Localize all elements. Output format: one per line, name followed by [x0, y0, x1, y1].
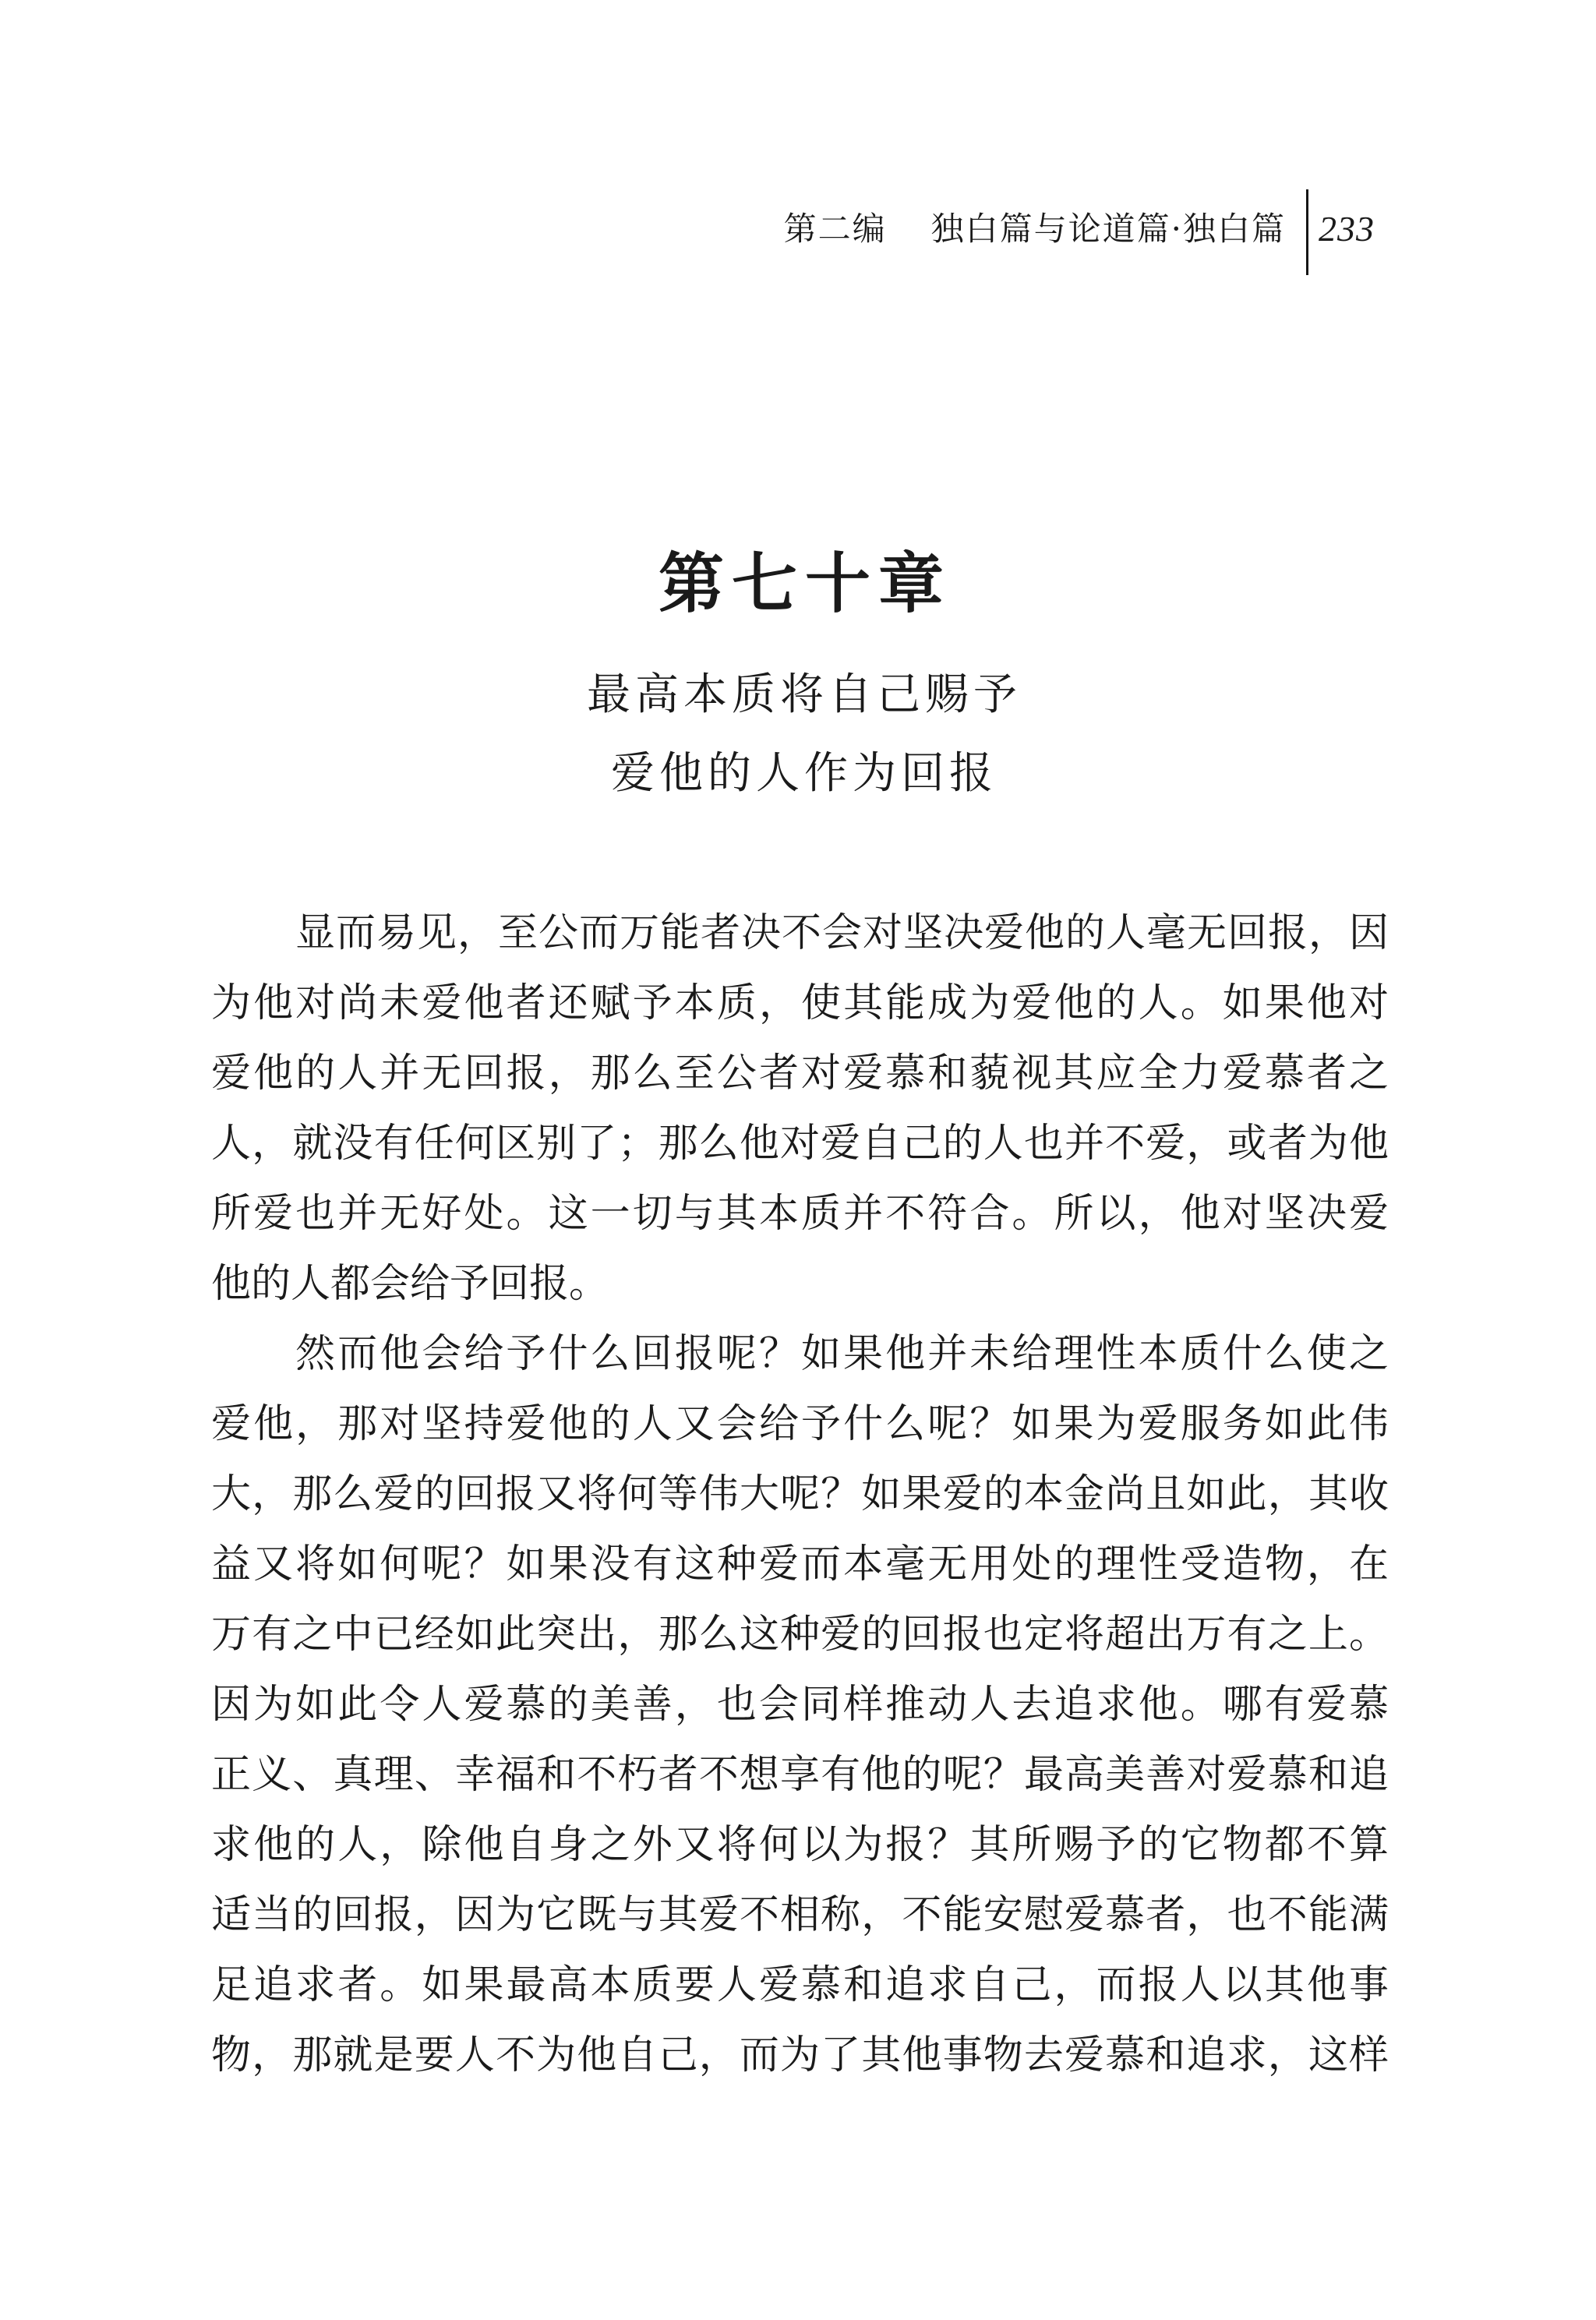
- text-line: 足追求者。如果最高本质要人爱慕和追求自己，而报人以其他事: [211, 1962, 1389, 2008]
- text-line: 然而他会给予什么回报呢？如果他并未给理性本质什么使之: [295, 1331, 1389, 1377]
- text-line: 正义、真理、幸福和不朽者不想享有他的呢？最高美善对爱慕和追: [211, 1752, 1389, 1798]
- text-line: 他的人都会给予回报。: [211, 1261, 609, 1307]
- text-line: 所爱也并无好处。这一切与其本质并不符合。所以，他对坚决爱: [211, 1191, 1389, 1237]
- section-label: 独白篇与论道篇·独白篇: [930, 210, 1286, 248]
- chapter-subtitle-line: 最高本质将自己赐予: [587, 669, 1022, 720]
- text-line: 万有之中已经如此突出，那么这种爱的回报也定将超出万有之上。: [211, 1612, 1389, 1658]
- text-line: 益又将如何呢？如果没有这种爱而本毫无用处的理性受造物，在: [211, 1541, 1389, 1587]
- text-line: 人，就没有任何区别了；那么他对爱自己的人也并不爱，或者为他: [211, 1121, 1389, 1167]
- text-line: 大，那么爱的回报又将何等伟大呢？如果爱的本金尚且如此，其收: [211, 1471, 1389, 1517]
- text-line: 显而易见，至公而万能者决不会对坚决爱他的人毫无回报，因: [295, 910, 1389, 956]
- text-line: 爱他，那对坚持爱他的人又会给予什么呢？如果为爱服务如此伟: [211, 1401, 1389, 1447]
- running-header: [784, 207, 1286, 251]
- body-paragraph: [211, 899, 1389, 1319]
- page-number: 233: [1319, 209, 1375, 249]
- text-line: 为他对尚未爱他者还赋予本质，使其能成为爱他的人。如果他对: [211, 980, 1389, 1026]
- body-text: [211, 899, 1389, 2091]
- text-line: 因为如此令人爱慕的美善，也会同样推动人去追求他。哪有爱慕: [211, 1682, 1389, 1728]
- text-line: 求他的人，除他自身之外又将何以为报？其所赐予的它物都不算: [211, 1822, 1389, 1868]
- chapter-title: 第七十章: [658, 545, 952, 622]
- chapter-subtitle-line: 爱他的人作为回报: [611, 748, 998, 799]
- text-line: 适当的回报，因为它既与其爱不相称，不能安慰爱慕者，也不能满: [211, 1892, 1389, 1938]
- chapter-subtitle: [0, 655, 1596, 813]
- text-line: 爱他的人并无回报，那么至公者对爱慕和藐视其应全力爱慕者之: [211, 1051, 1389, 1096]
- body-paragraph: [211, 1319, 1389, 2091]
- header-rule: [1306, 189, 1308, 275]
- part-label: 第二编: [783, 210, 887, 248]
- text-line: 物，那就是要人不为他自己，而为了其他事物去爱慕和追求，这样: [211, 2032, 1389, 2078]
